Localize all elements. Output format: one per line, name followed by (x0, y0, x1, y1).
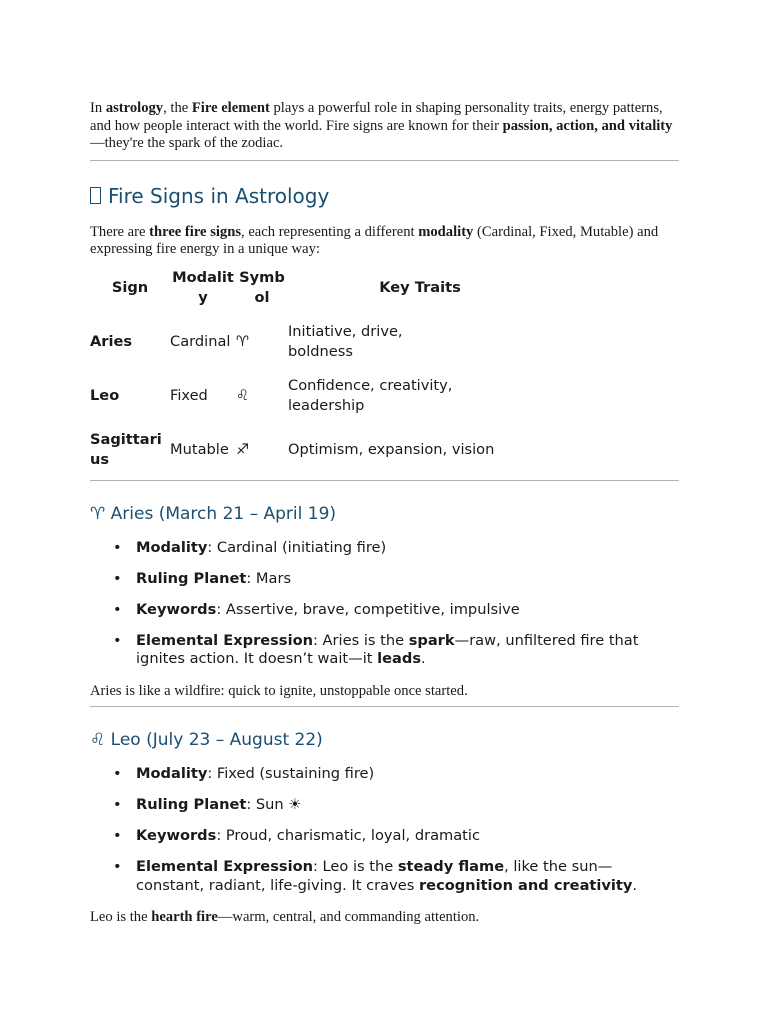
leo-heading (90, 730, 679, 751)
modality-cell: Mutable (170, 440, 229, 458)
table-header-row (90, 264, 552, 312)
list-item: • Keywords: Proud, charismatic, loyal, dramatic (136, 827, 679, 846)
list-item: • Elemental Expression: Aries is the spark—raw, unfiltered fire that ignites action. It doesn’t wait—it leads. (136, 632, 679, 669)
leo-summary: Leo is the hearth fire—warm, central, and commanding attention. (90, 909, 480, 925)
list-item: • Ruling Planet: Sun ☀ (136, 796, 679, 815)
sign-cell: Sagittarius (90, 430, 162, 468)
sign-cell: Aries (90, 332, 133, 350)
list-item: • Modality: Cardinal (initiating fire) (136, 539, 679, 558)
intro-paragraph: In astrology, the Fire element plays a powerful role in shaping personality traits, energy patterns, and how people interact with the world. Fire signs are known for their passion, action, and vitality—they're the spark of the zodiac. (90, 100, 673, 151)
column-header-modality: Modality (172, 268, 234, 306)
column-header-key-traits: Key Traits (379, 278, 461, 296)
aries-symbol-icon: ♈ (236, 332, 250, 350)
aries-icon: ♈ (90, 503, 106, 524)
modality-cell: Cardinal (170, 332, 231, 350)
leo-list (90, 765, 679, 895)
list-item: • Ruling Planet: Mars (136, 570, 679, 589)
divider (90, 160, 679, 161)
aries-list (90, 539, 679, 669)
column-header-sign: Sign (111, 278, 149, 296)
table-row (90, 420, 552, 480)
fire-icon (90, 187, 101, 204)
traits-cell: Confidence, creativity, leadership (288, 376, 453, 414)
list-item: • Elemental Expression: Leo is the steady flame, like the sun—constant, radiant, life-giving. It craves recognition and creativity. (136, 858, 679, 895)
table-row (90, 372, 552, 420)
leo-title: Leo (July 23 – August 22) (110, 730, 323, 750)
section-description: There are three fire signs, each representing a different modality (Cardinal, Fixed, Mutable) and expressing fire energy in a unique way: (90, 223, 659, 257)
aries-summary: Aries is like a wildfire: quick to ignite, unstoppable once started. (90, 682, 468, 699)
column-header-symbol: Symbol (239, 268, 285, 306)
article (90, 100, 679, 927)
traits-cell: Optimism, expansion, vision (288, 440, 495, 458)
sign-cell: Leo (90, 386, 120, 404)
traits-cell: Initiative, drive, boldness (288, 322, 403, 360)
fire-signs-table (90, 264, 552, 480)
leo-symbol-icon: ♌ (236, 386, 250, 404)
list-item: • Keywords: Assertive, brave, competitive, impulsive (136, 601, 679, 620)
section-title: Fire Signs in Astrology (108, 183, 330, 208)
list-item: • Modality: Fixed (sustaining fire) (136, 765, 679, 784)
leo-icon: ♌ (90, 730, 106, 750)
aries-heading (90, 504, 679, 525)
divider (90, 706, 679, 707)
modality-cell: Fixed (170, 386, 208, 404)
sagittarius-symbol-icon: ♐ (236, 440, 250, 458)
divider (90, 480, 679, 481)
table-row (90, 312, 552, 372)
section-heading (90, 184, 679, 208)
aries-title: Aries (March 21 – April 19) (110, 503, 337, 524)
